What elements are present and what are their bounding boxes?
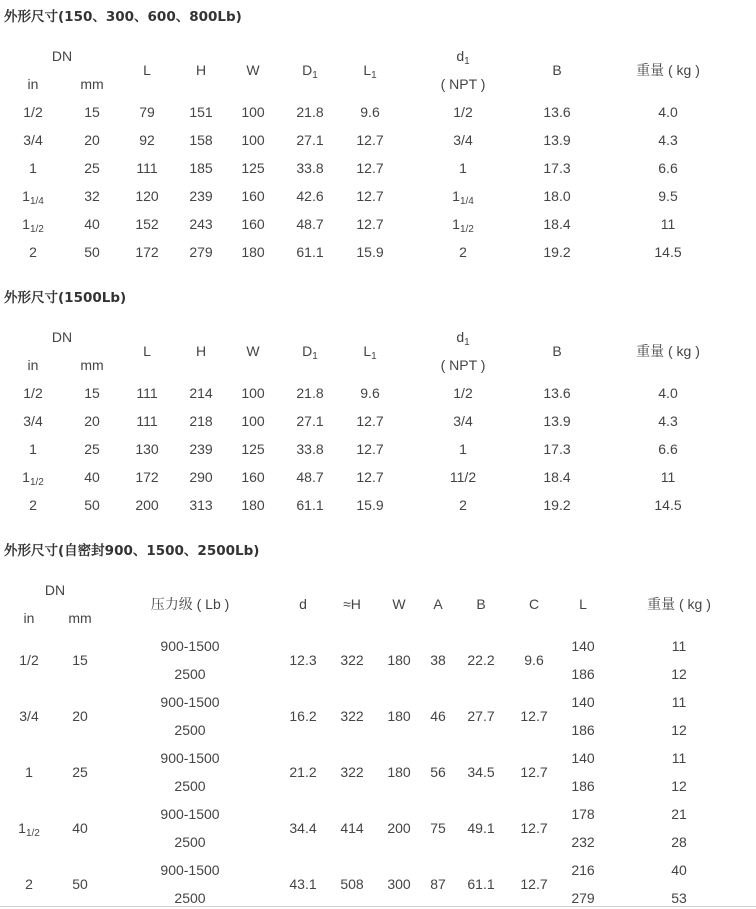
header-h: H [195, 343, 207, 359]
cell-d1-base: 1/2 [453, 104, 473, 120]
cell-h: 218 [189, 413, 213, 429]
cell-h: 290 [189, 469, 213, 485]
header-mm: mm [68, 610, 92, 626]
cell-pressure-class: 900-1500 [160, 862, 220, 878]
cell-d1-base: 1 [452, 216, 460, 232]
header-weight: 重量 ( kg ) [636, 62, 700, 78]
cell-w: 100 [241, 104, 265, 120]
header-l: L [143, 62, 151, 78]
cell-b: 19.2 [543, 497, 571, 513]
cell-in-subscript: 1/2 [29, 477, 44, 488]
cell-a: 38 [430, 652, 446, 668]
cell-mm: 15 [84, 385, 100, 401]
cell-weight: 12 [671, 722, 687, 738]
header-l1-subscript: 1 [371, 70, 377, 81]
section-2-title: 外形尺寸(1500Lb) [4, 290, 127, 306]
header-l: L [143, 343, 151, 359]
cell-l1: 12.7 [356, 160, 384, 176]
header-d1-subscript: 1 [312, 70, 318, 81]
cell-b: 18.4 [543, 216, 571, 232]
cell-b: 18.0 [543, 188, 571, 204]
cell-a: 46 [430, 708, 446, 724]
cell-l1: 12.7 [356, 413, 384, 429]
cell-mm: 25 [72, 764, 88, 780]
cell-mm: 50 [84, 497, 100, 513]
cell-b: 27.7 [467, 708, 495, 724]
cell-a: 75 [430, 820, 446, 836]
cell-mm: 40 [84, 216, 100, 232]
cell-l1: 9.6 [360, 104, 380, 120]
cell-l1: 9.6 [360, 385, 380, 401]
cell-mm: 25 [84, 160, 100, 176]
cell-b: 17.3 [543, 441, 571, 457]
cell-in-base: 1/2 [19, 652, 39, 668]
header-d: d [299, 596, 307, 612]
header-d1-base: D [302, 62, 313, 78]
cell-d: 12.3 [289, 652, 317, 668]
cell-d: 34.4 [289, 820, 317, 836]
header-w: W [246, 62, 260, 78]
cell-l: 140 [571, 750, 595, 766]
cell-mm: 15 [72, 652, 88, 668]
cell-pressure-class: 2500 [174, 834, 206, 850]
cell-d1-base: 2 [459, 497, 467, 513]
cell-weight: 11 [660, 216, 676, 232]
header-h: H [195, 62, 207, 78]
header-w: W [246, 343, 260, 359]
cell-in-base: 1 [22, 469, 30, 485]
cell-c: 12.7 [520, 708, 548, 724]
header-d1-subscript: 1 [312, 351, 318, 362]
cell-d1 [453, 132, 472, 148]
header-l1-base: L [363, 62, 372, 78]
cell-in [23, 413, 42, 429]
cell-w: 200 [387, 820, 411, 836]
cell-h: 322 [340, 652, 364, 668]
cell-in [19, 652, 38, 668]
cell-d1: 27.1 [296, 132, 324, 148]
cell-w: 180 [387, 764, 411, 780]
cell-pressure-class: 900-1500 [160, 638, 220, 654]
cell-h: 214 [189, 385, 213, 401]
cell-d1-base: 3/4 [453, 413, 473, 429]
cell-h: 322 [340, 708, 364, 724]
cell-h: 414 [340, 820, 364, 836]
header-weight: 重量 ( kg ) [636, 343, 700, 359]
cell-w: 180 [387, 652, 411, 668]
cell-l: 79 [139, 104, 155, 120]
cell-d1 [452, 188, 474, 207]
cell-w: 125 [241, 441, 265, 457]
cell-pressure-class: 900-1500 [160, 750, 220, 766]
cell-pressure-class: 2500 [174, 890, 206, 906]
cell-c: 9.6 [524, 652, 544, 668]
cell-l1: 12.7 [356, 216, 384, 232]
cell-w: 180 [241, 244, 265, 260]
cell-weight: 9.5 [658, 188, 678, 204]
cell-in-base: 1 [22, 216, 30, 232]
cell-weight: 6.6 [658, 441, 678, 457]
cell-l1: 12.7 [356, 441, 384, 457]
cell-in [22, 188, 44, 207]
cell-d1-base: 3/4 [453, 132, 473, 148]
cell-l: 140 [571, 694, 595, 710]
header-in: in [27, 76, 39, 92]
cell-pressure-class: 900-1500 [160, 806, 220, 822]
cell-in-subscript: 1/4 [29, 196, 44, 207]
cell-weight: 11 [660, 469, 676, 485]
header-weight: 重量 ( kg ) [647, 596, 711, 612]
cell-weight: 4.0 [658, 104, 678, 120]
cell-in-base: 2 [25, 876, 33, 892]
cell-a: 87 [430, 876, 446, 892]
header-dn: DN [51, 329, 73, 345]
cell-l: 152 [135, 216, 159, 232]
cell-weight: 11 [671, 694, 687, 710]
cell-d1-base: 1 [459, 160, 467, 176]
cell-l1: 15.9 [356, 497, 384, 513]
cell-in-base: 3/4 [23, 132, 43, 148]
cell-b: 49.1 [467, 820, 495, 836]
header-c: C [528, 596, 540, 612]
cell-d1: 61.1 [296, 497, 324, 513]
cell-w: 300 [387, 876, 411, 892]
cell-mm: 25 [84, 441, 100, 457]
cell-l: 279 [571, 890, 595, 906]
cell-h: 185 [189, 160, 213, 176]
cell-in [23, 104, 42, 120]
header-d1 [302, 343, 318, 362]
cell-weight: 14.5 [654, 244, 682, 260]
cell-mm: 50 [84, 244, 100, 260]
cell-l: 92 [139, 132, 155, 148]
header-dn: DN [44, 582, 66, 598]
cell-in [18, 820, 40, 839]
cell-weight: 6.6 [658, 160, 678, 176]
cell-pressure-class: 2500 [174, 666, 206, 682]
header-d1-base: D [302, 343, 313, 359]
cell-w: 100 [241, 385, 265, 401]
cell-d1 [450, 469, 476, 485]
cell-d1 [459, 497, 467, 513]
cell-w: 160 [241, 216, 265, 232]
cell-d1-base: 1/2 [453, 385, 473, 401]
header-d1-thread-base: d [456, 48, 465, 64]
cell-weight: 14.5 [654, 497, 682, 513]
cell-c: 12.7 [520, 820, 548, 836]
cell-mm: 50 [72, 876, 88, 892]
cell-l: 186 [571, 778, 595, 794]
header-a: A [433, 596, 443, 612]
cell-in-base: 1 [22, 188, 30, 204]
cell-in [29, 160, 37, 176]
cell-d1: 61.1 [296, 244, 324, 260]
header-b: B [552, 62, 562, 78]
cell-d1: 33.8 [296, 160, 324, 176]
cell-pressure-class: 2500 [174, 722, 206, 738]
cell-l1: 12.7 [356, 132, 384, 148]
cell-d1-base: 11/2 [449, 469, 477, 485]
cell-in-base: 3/4 [19, 708, 39, 724]
cell-mm: 20 [84, 413, 100, 429]
cell-h: 151 [189, 104, 213, 120]
cell-in-base: 1/2 [23, 385, 43, 401]
cell-in-base: 1 [18, 820, 26, 836]
cell-h: 313 [189, 497, 213, 513]
cell-in [29, 244, 37, 260]
cell-weight: 21 [671, 806, 687, 822]
cell-in-base: 1 [29, 441, 37, 457]
cell-d1 [453, 413, 472, 429]
cell-d: 21.2 [289, 764, 317, 780]
cell-mm: 40 [72, 820, 88, 836]
cell-l: 140 [571, 638, 595, 654]
section-3-title: 外形尺寸(自密封900、1500、2500Lb) [4, 543, 260, 559]
header-dn: DN [51, 48, 73, 64]
header-b: B [476, 596, 486, 612]
header-pressure-class: 压力级 ( Lb ) [150, 596, 230, 612]
cell-l: 232 [571, 834, 595, 850]
cell-d1 [459, 441, 467, 457]
cell-b: 13.6 [543, 385, 571, 401]
cell-l: 111 [136, 413, 158, 429]
cell-h: 322 [340, 764, 364, 780]
cell-l: 111 [136, 385, 158, 401]
cell-in [29, 441, 37, 457]
header-l1-base: L [363, 343, 372, 359]
cell-in-base: 1 [29, 160, 37, 176]
cell-weight: 4.3 [658, 132, 678, 148]
cell-b: 13.9 [543, 132, 571, 148]
header-d1-thread [456, 329, 470, 348]
cell-l: 120 [135, 188, 159, 204]
cell-b: 17.3 [543, 160, 571, 176]
cell-b: 13.6 [543, 104, 571, 120]
cell-in [23, 132, 42, 148]
cell-w: 160 [241, 469, 265, 485]
cell-d1 [453, 385, 472, 401]
cell-w: 125 [241, 160, 265, 176]
header-mm: mm [80, 357, 104, 373]
cell-d: 16.2 [289, 708, 317, 724]
cell-in-base: 1/2 [23, 104, 43, 120]
cell-weight: 11 [671, 638, 687, 654]
cell-mm: 20 [72, 708, 88, 724]
cell-c: 12.7 [520, 876, 548, 892]
header-w: W [392, 596, 406, 612]
cell-in [25, 764, 33, 780]
cell-d1: 21.8 [296, 104, 324, 120]
cell-b: 18.4 [543, 469, 571, 485]
header-h: ≈H [343, 596, 361, 612]
cell-w: 180 [241, 497, 265, 513]
cell-b: 13.9 [543, 413, 571, 429]
cell-d1 [453, 104, 472, 120]
cell-in-subscript: 1/2 [25, 828, 40, 839]
cell-mm: 32 [84, 188, 100, 204]
cell-d1: 33.8 [296, 441, 324, 457]
cell-d1-base: 1 [459, 441, 467, 457]
bottom-divider [0, 906, 756, 907]
header-l1 [363, 343, 377, 362]
cell-l: 172 [135, 469, 159, 485]
cell-b: 61.1 [467, 876, 495, 892]
header-in: in [27, 357, 39, 373]
cell-d1: 48.7 [296, 216, 324, 232]
header-l1 [363, 62, 377, 81]
cell-in-base: 1 [25, 764, 33, 780]
cell-in-base: 2 [29, 497, 37, 513]
cell-h: 239 [189, 441, 213, 457]
cell-in [23, 385, 42, 401]
cell-h: 508 [340, 876, 364, 892]
header-d1-thread-subscript: 1 [464, 56, 470, 67]
cell-w: 160 [241, 188, 265, 204]
cell-weight: 11 [671, 750, 687, 766]
cell-d1-base: 1 [452, 188, 460, 204]
cell-in [29, 497, 37, 513]
cell-h: 158 [189, 132, 213, 148]
cell-l1: 12.7 [356, 469, 384, 485]
cell-weight: 4.3 [658, 413, 678, 429]
header-d1-thread-subscript: 1 [464, 337, 470, 348]
cell-d1 [452, 216, 474, 235]
cell-l: 186 [571, 722, 595, 738]
cell-weight: 12 [671, 778, 687, 794]
cell-in-subscript: 1/2 [29, 224, 44, 235]
cell-mm: 15 [84, 104, 100, 120]
cell-w: 180 [387, 708, 411, 724]
cell-l: 172 [135, 244, 159, 260]
header-in: in [23, 610, 35, 626]
cell-h: 239 [189, 188, 213, 204]
cell-l1: 15.9 [356, 244, 384, 260]
cell-b: 22.2 [467, 652, 495, 668]
cell-d1: 27.1 [296, 413, 324, 429]
cell-d1 [459, 160, 467, 176]
header-npt: ( NPT ) [440, 76, 486, 92]
cell-l1: 12.7 [356, 188, 384, 204]
cell-in [19, 708, 38, 724]
cell-pressure-class: 900-1500 [160, 694, 220, 710]
cell-d1-subscript: 1/2 [459, 224, 474, 235]
cell-in [25, 876, 33, 892]
cell-weight: 28 [671, 834, 687, 850]
cell-d1: 42.6 [296, 188, 324, 204]
cell-in-base: 2 [29, 244, 37, 260]
cell-weight: 53 [671, 890, 687, 906]
cell-l: 130 [135, 441, 159, 457]
cell-d1: 48.7 [296, 469, 324, 485]
header-npt: ( NPT ) [440, 357, 486, 373]
cell-d1 [459, 244, 467, 260]
cell-l: 200 [135, 497, 159, 513]
cell-l: 178 [571, 806, 595, 822]
cell-pressure-class: 2500 [174, 778, 206, 794]
cell-b: 34.5 [467, 764, 495, 780]
cell-a: 56 [430, 764, 446, 780]
cell-d1-subscript: 1/4 [459, 196, 474, 207]
cell-in-base: 3/4 [23, 413, 43, 429]
section-1-title: 外形尺寸(150、300、600、800Lb) [4, 9, 242, 25]
cell-weight: 4.0 [658, 385, 678, 401]
cell-b: 19.2 [543, 244, 571, 260]
cell-d: 43.1 [289, 876, 317, 892]
cell-mm: 40 [84, 469, 100, 485]
cell-w: 100 [241, 132, 265, 148]
cell-weight: 40 [671, 862, 687, 878]
cell-d1: 21.8 [296, 385, 324, 401]
header-l: L [579, 596, 587, 612]
header-l1-subscript: 1 [371, 351, 377, 362]
cell-weight: 12 [671, 666, 687, 682]
header-d1-thread [456, 48, 470, 67]
cell-l: 186 [571, 666, 595, 682]
cell-l: 111 [136, 160, 158, 176]
cell-d1-base: 2 [459, 244, 467, 260]
cell-in [22, 469, 44, 488]
cell-w: 100 [241, 413, 265, 429]
cell-l: 216 [571, 862, 595, 878]
header-d1-thread-base: d [456, 329, 465, 345]
header-d1 [302, 62, 318, 81]
cell-c: 12.7 [520, 764, 548, 780]
cell-in [22, 216, 44, 235]
header-mm: mm [80, 76, 104, 92]
cell-mm: 20 [84, 132, 100, 148]
header-b: B [552, 343, 562, 359]
cell-h: 243 [189, 216, 213, 232]
cell-h: 279 [189, 244, 213, 260]
